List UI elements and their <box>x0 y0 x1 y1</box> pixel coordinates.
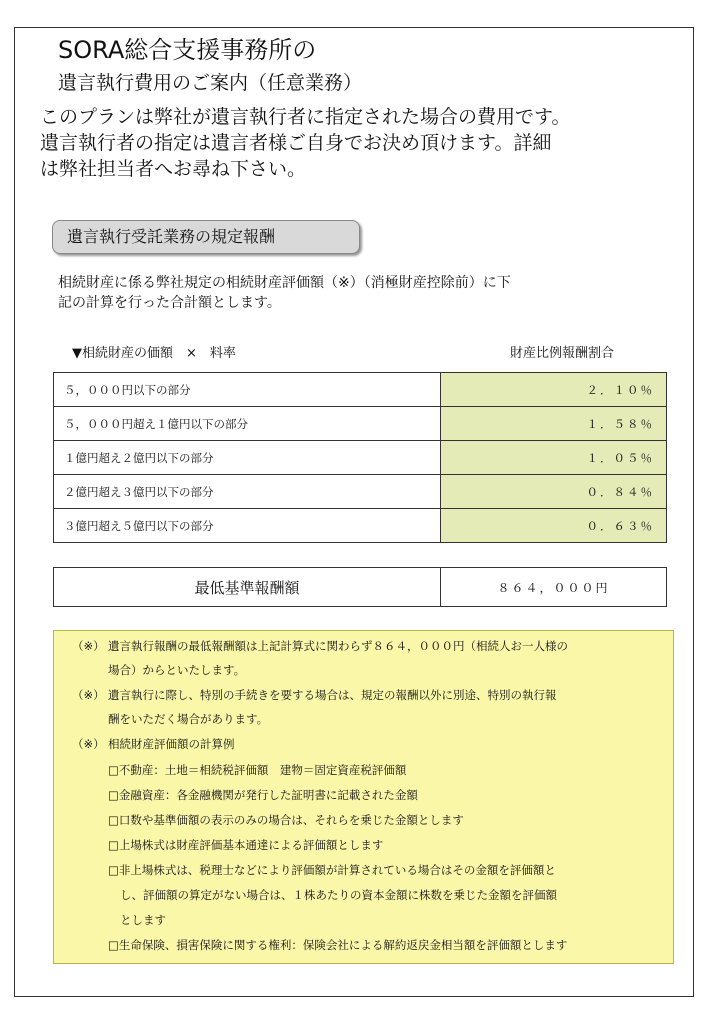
intro-line: 遺言執行者の指定は遺言者様ご自身でお決め頂けます。詳細 <box>40 132 552 154</box>
intro-line: は弊社担当者へお尋ね下さい。 <box>40 158 307 180</box>
rate-cell: １．５８％ <box>441 407 667 441</box>
note-text: 相続財産評価額の計算例 <box>108 737 235 751</box>
notes-box <box>53 630 674 964</box>
page-subtitle: 遺言執行費用のご案内（任意業務） <box>58 72 363 94</box>
minimum-fee-label: 最低基準報酬額 <box>54 568 441 607</box>
example-item: □非上場株式は、税理士などにより評価額が計算されている場合はその金額を評価額と <box>108 863 556 877</box>
example-item: とします <box>120 913 166 927</box>
rate-cell: ２．１０％ <box>441 373 667 407</box>
example-item: □金融資産：各金融機関が発行した証明書に記載された金額 <box>108 788 418 802</box>
rate-cell: ０．６３％ <box>441 509 667 543</box>
table-row <box>54 568 667 607</box>
range-cell: １億円超え２億円以下の部分 <box>54 441 441 475</box>
range-cell: ３億円超え５億円以下の部分 <box>54 509 441 543</box>
example-item: □上場株式は財産評価基本通達による評価額とします <box>108 838 384 852</box>
example-item: □生命保険、損害保険に関する権利：保険会社による解約返戻金相当額を評価額とします <box>108 938 568 952</box>
description-line: 記の計算を行った合計額とします。 <box>58 295 281 311</box>
range-cell: ２億円超え３億円以下の部分 <box>54 475 441 509</box>
range-cell: ５，０００円超え１億円以下の部分 <box>54 407 441 441</box>
note-mark: （※） <box>72 737 105 751</box>
table-row <box>54 509 667 543</box>
rate-table <box>53 372 667 543</box>
intro-line: このプランは弊社が遺言執行者に指定された場合の費用です。 <box>40 106 571 128</box>
rate-table-header-left: ▼相続財産の価額 × 料率 <box>72 346 236 361</box>
page-title: SORA総合支援事務所の <box>58 36 317 64</box>
example-item: □口数や基準価額の表示のみの場合は、それらを乗じた金額とします <box>108 813 464 827</box>
section-heading: 遺言執行受託業務の規定報酬 <box>52 220 360 254</box>
table-row <box>54 441 667 475</box>
minimum-fee-value: ８６４，０００円 <box>441 568 667 607</box>
note-mark: （※） <box>72 688 105 702</box>
rate-table-header-right: 財産比例報酬割合 <box>510 346 615 361</box>
note-mark: （※） <box>72 639 105 653</box>
note-text: 遺言執行報酬の最低報酬額は上記計算式に関わらず８６４，０００円（相続人お一人様の <box>108 639 568 653</box>
minimum-fee-table <box>53 567 667 607</box>
table-row <box>54 475 667 509</box>
note-text: 酬をいただく場合があります。 <box>108 712 269 726</box>
range-cell: ５，０００円以下の部分 <box>54 373 441 407</box>
section-description <box>58 273 678 313</box>
description-line: 相続財産に係る弊社規定の相続財産評価額（※）（消極財産控除前）に下 <box>58 275 511 291</box>
rate-cell: ０．８４％ <box>441 475 667 509</box>
example-item: し、評価額の算定がない場合は、１株あたりの資本金額に株数を乗じた金額を評価額 <box>120 888 557 902</box>
rate-cell: １．０５％ <box>441 441 667 475</box>
table-row <box>54 373 667 407</box>
note-text: 場合）からといたします。 <box>108 663 246 677</box>
example-item: □不動産：土地＝相続税評価額 建物＝固定資産税評価額 <box>108 763 407 777</box>
note-text: 遺言執行に際し、特別の手続きを要する場合は、規定の報酬以外に別途、特別の執行報 <box>108 688 557 702</box>
intro-text <box>40 104 696 182</box>
table-row <box>54 407 667 441</box>
